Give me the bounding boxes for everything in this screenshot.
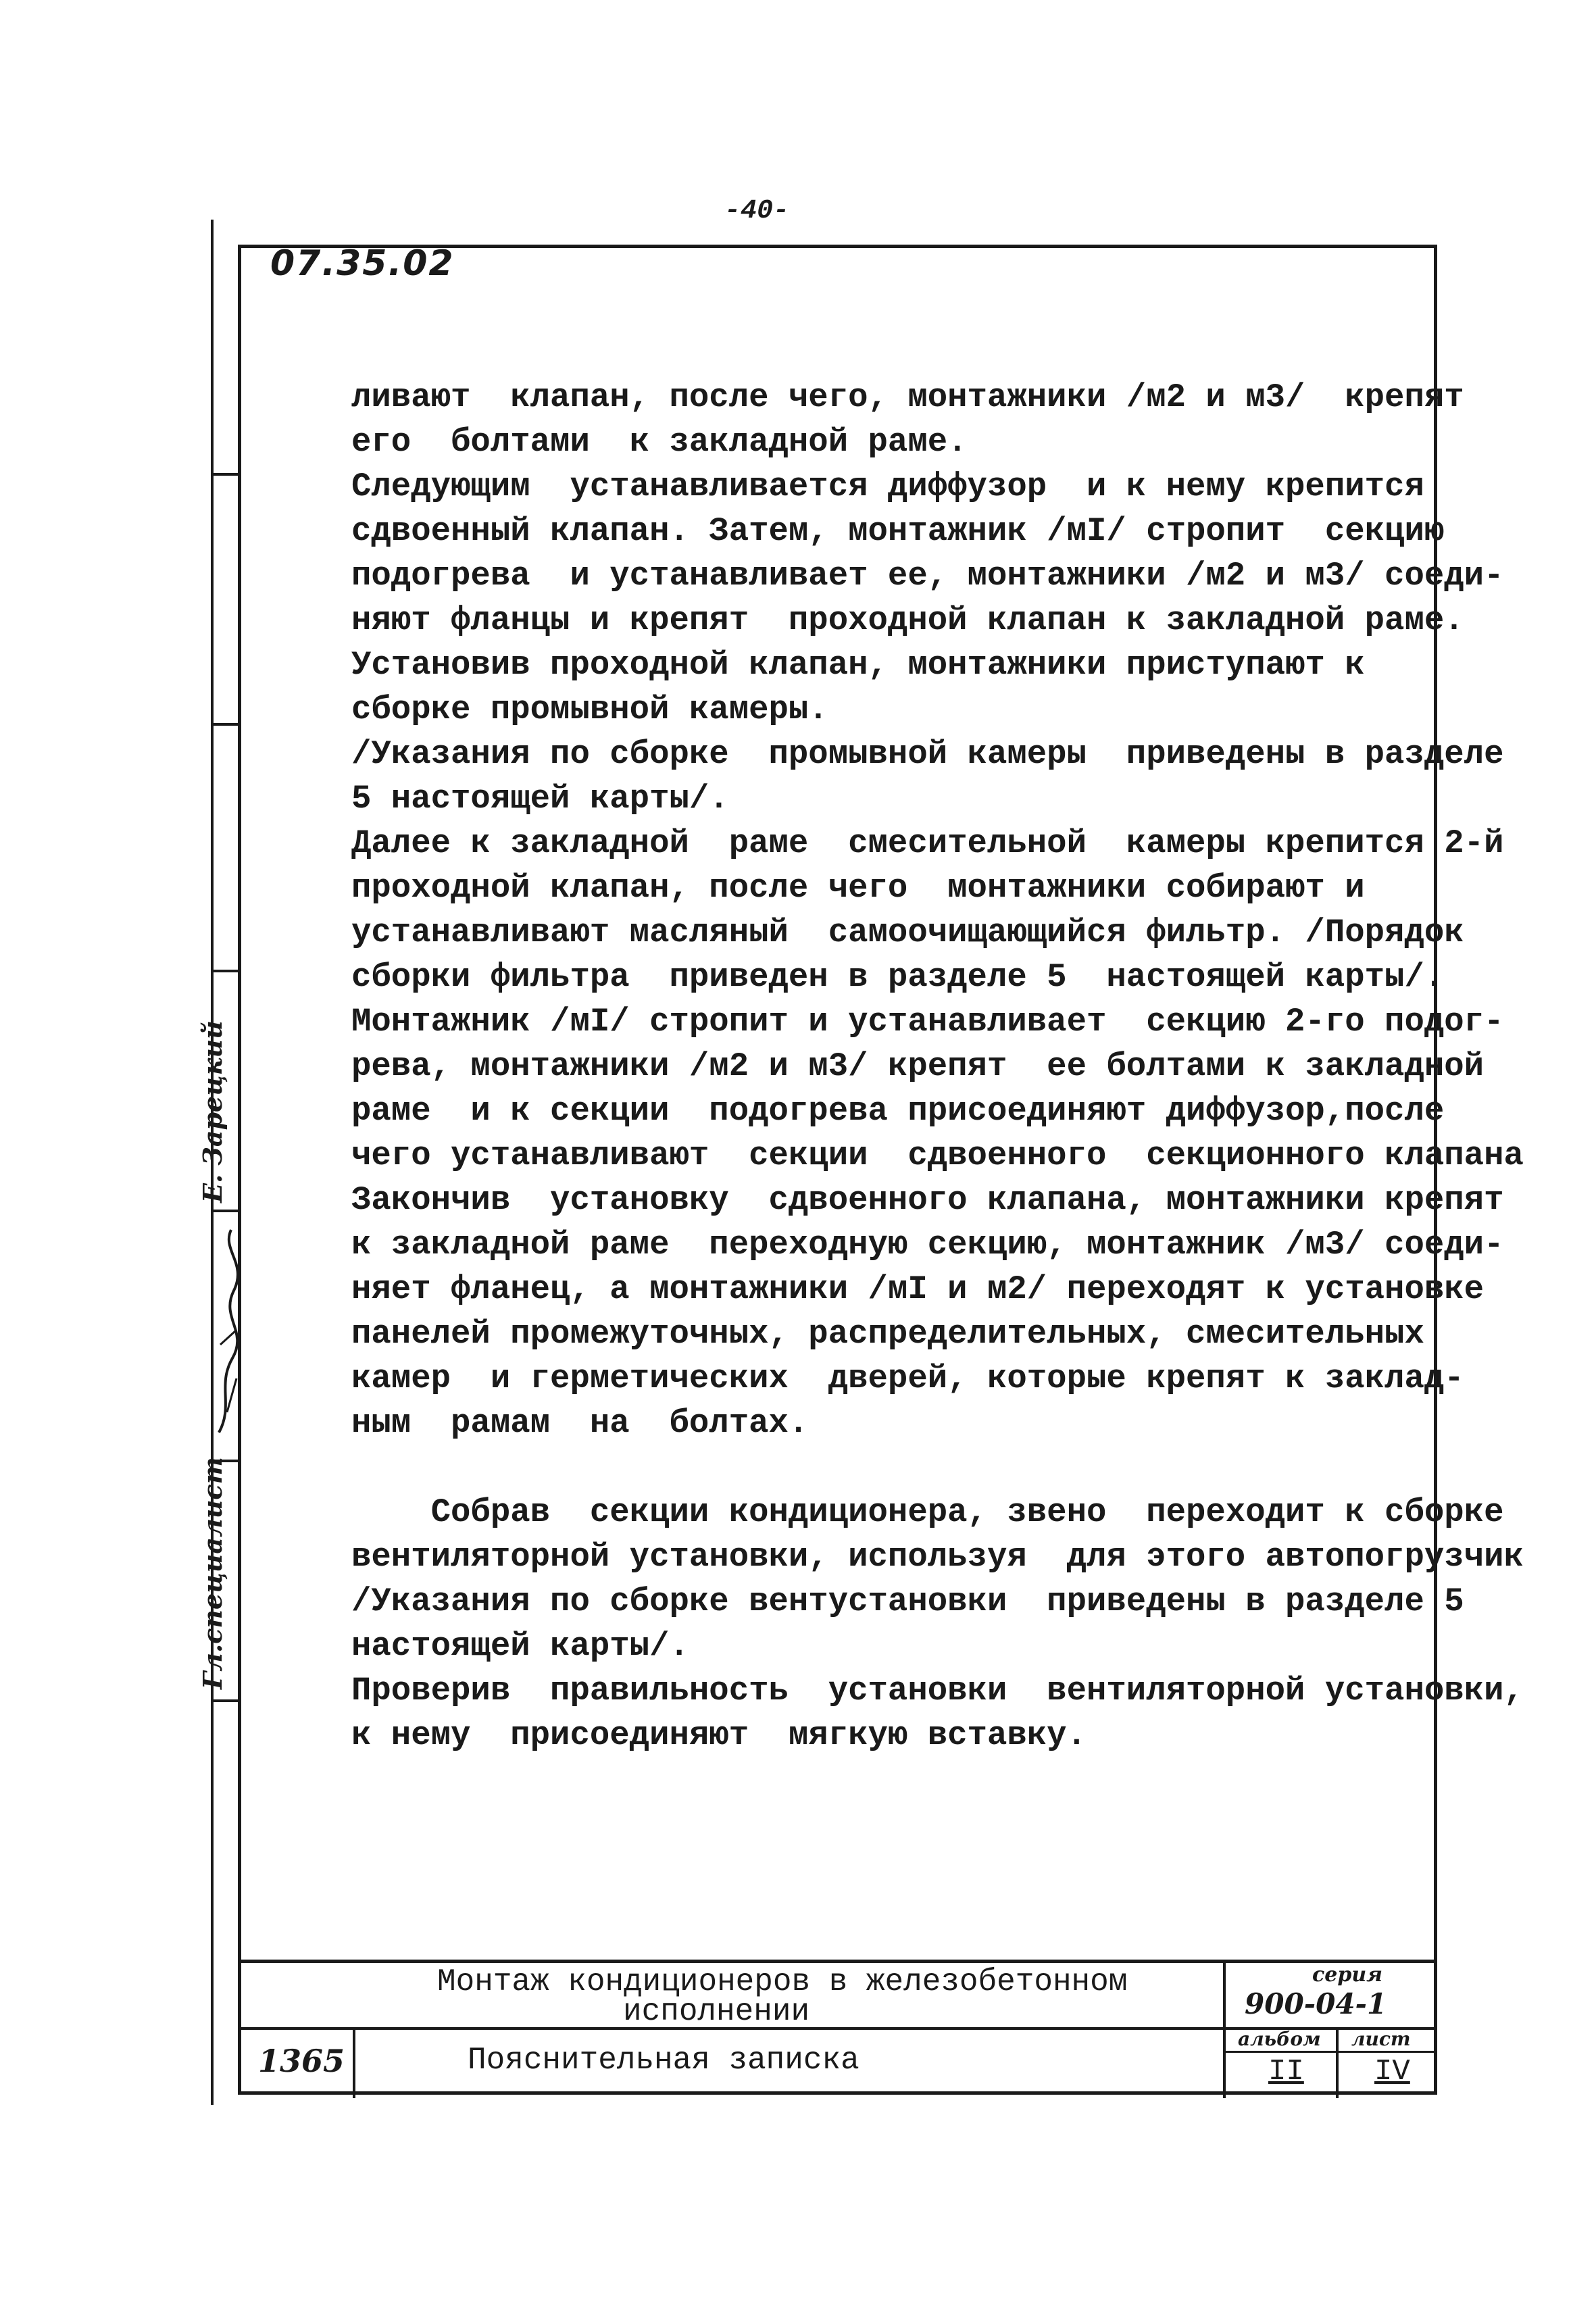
text-line: Далее к закладной раме смесительной камеры крепится 2-й (351, 824, 1504, 862)
side-approval-stamp (197, 473, 241, 1703)
document-code: 07.35.02 (270, 243, 455, 284)
text-line: Установив проходной клапан, монтажники приступают к (351, 646, 1365, 684)
album-value: II (1268, 2055, 1304, 2089)
signer-name: Е. Зарецкий (197, 1020, 228, 1203)
text-line: к нему присоединяют мягкую вставку. (351, 1716, 1087, 1754)
text-line: рева, монтажники /м2 и м3/ крепят ее болтами к закладной (351, 1047, 1485, 1085)
stamp-divider (211, 970, 241, 972)
text-line: вентиляторной установки, используя для этого автопогрузчик (351, 1538, 1524, 1576)
text-line: Монтажник /мI/ стропит и устанавливает секцию 2-го подог- (351, 1003, 1504, 1041)
stamp-divider (211, 723, 241, 726)
series-label: серия (1312, 1963, 1383, 1987)
document-subtitle: Пояснительная записка (468, 2043, 859, 2078)
text-line: его болтами к закладной раме. (351, 423, 968, 461)
text-line: проходной клапан, после чего монтажники собирают и (351, 869, 1365, 907)
text-line: сборке промывной камеры. (351, 691, 828, 728)
signature-mark (214, 1223, 241, 1439)
title-block-divider (1223, 2051, 1437, 2053)
archive-number: 1365 (258, 2043, 345, 2079)
paragraph-gap (351, 1445, 1446, 1490)
text-line: Следующим устанавливается диффузор и к нему крепится (351, 468, 1424, 505)
text-line: чего устанавливают секции сдвоенного секционного клапана (351, 1137, 1524, 1174)
stamp-divider (211, 1210, 241, 1212)
title-block-divider (353, 2027, 355, 2098)
signer-role: Гл.специалист (197, 1457, 228, 1689)
text-line: настоящей карты/. (351, 1627, 689, 1665)
text-line: 5 настоящей карты/. (351, 780, 729, 818)
stamp-divider (211, 473, 241, 476)
stamp-divider (211, 1699, 241, 1702)
text-line: сборки фильтра приведен в разделе 5 настоящей карты/. (351, 958, 1445, 996)
text-line: к закладной раме переходную секцию, монтажник /м3/ соеди- (351, 1226, 1504, 1264)
title-block-divider (1336, 2027, 1339, 2098)
title-block (238, 1960, 1437, 2095)
text-line: камер и герметических дверей, которые крепят к заклад- (351, 1360, 1464, 1397)
text-line: Собрав секции кондиционера, звено переходит к сборке (351, 1493, 1504, 1531)
page-number: -40- (724, 196, 790, 226)
title-block-divider (1223, 1963, 1226, 2098)
text-line: устанавливают масляный самоочищающийся фильтр. /Порядок (351, 914, 1464, 951)
text-line: панелей промежуточных, распределительных, смесительных (351, 1315, 1424, 1353)
text-line: Закончив установку сдвоенного клапана, монтажники крепят (351, 1181, 1504, 1219)
text-line: подогрева и устанавливает ее, монтажники /м2 и м3/ соеди- (351, 557, 1504, 595)
text-line: няет фланец, а монтажники /мI и м2/ переходят к установке (351, 1270, 1485, 1308)
text-line: ным рамам на болтах. (351, 1404, 809, 1442)
text-line: раме и к секции подогрева присоединяют диффузор,после (351, 1092, 1445, 1130)
title-line-2: исполнении (623, 1994, 810, 2029)
album-label: альбом (1238, 2028, 1321, 2050)
sheet-label: лист (1351, 2028, 1411, 2050)
text-line: Проверив правильность установки вентиляторной установки, (351, 1672, 1524, 1710)
text-line: /Указания по сборке вентустановки приведены в разделе 5 (351, 1583, 1464, 1620)
text-line: сдвоенный клапан. Затем, монтажник /мI/ стропит секцию (351, 512, 1445, 550)
sheet-value: IV (1374, 2055, 1410, 2089)
text-line: ливают клапан, после чего, монтажники /м2 и м3/ крепят (351, 378, 1464, 416)
series-value: 900-04-1 (1245, 1987, 1387, 2020)
title-line-1: Монтаж кондиционеров в железобетонном (437, 1964, 1128, 1999)
document-body (351, 375, 1524, 1758)
text-line: /Указания по сборке промывной камеры приведены в разделе (351, 735, 1504, 773)
text-line: няют фланцы и крепят проходной клапан к закладной раме. (351, 601, 1464, 639)
